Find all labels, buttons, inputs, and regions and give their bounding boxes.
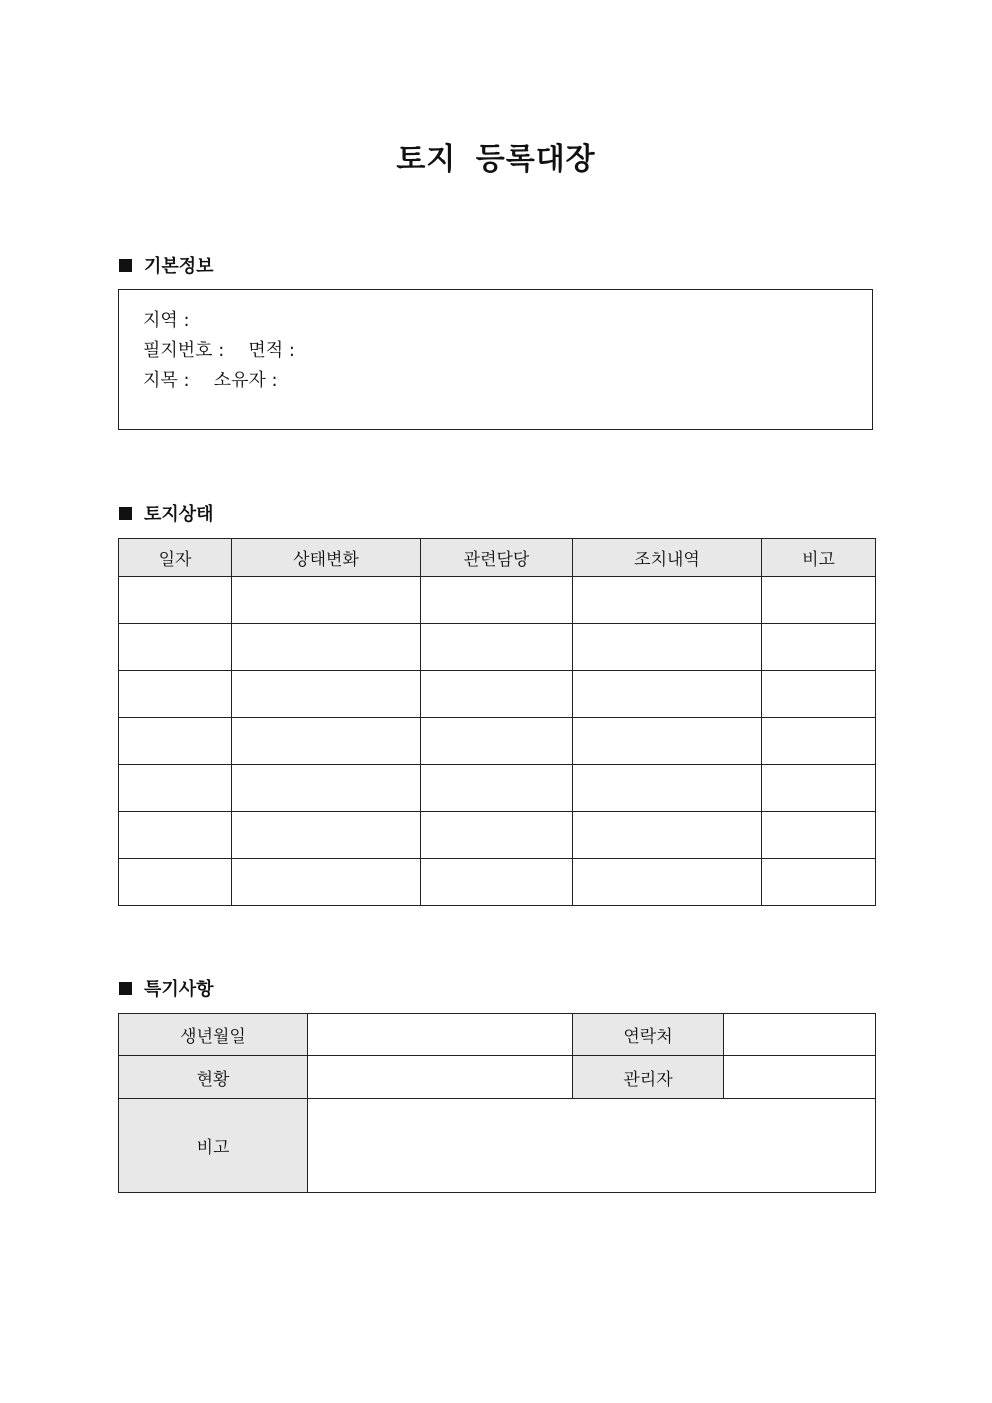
table-row (119, 1056, 876, 1099)
document-title: 토지 등록대장 (396, 142, 596, 177)
table-cell[interactable] (573, 718, 762, 765)
table-row (119, 624, 876, 671)
column-header-action: 조치내역 (573, 539, 762, 577)
table-cell[interactable] (762, 859, 876, 906)
contact-label: 연락처 (573, 1014, 724, 1056)
remarks-label: 비고 (119, 1099, 308, 1193)
table-cell[interactable] (232, 624, 421, 671)
column-header-date: 일자 (119, 539, 232, 577)
manager-label: 관리자 (573, 1056, 724, 1099)
table-row (119, 765, 876, 812)
column-header-status-change: 상태변화 (232, 539, 421, 577)
section-heading-land-status (119, 500, 214, 526)
section-heading-label: 특기사항 (144, 979, 214, 1000)
table-cell[interactable] (119, 577, 232, 624)
section-heading-label: 토지상태 (144, 504, 214, 525)
contact-field[interactable] (724, 1014, 876, 1056)
table-row (119, 859, 876, 906)
table-cell[interactable] (573, 859, 762, 906)
table-cell[interactable] (573, 812, 762, 859)
manager-field[interactable] (724, 1056, 876, 1099)
section-heading-basic-info (119, 252, 214, 278)
column-header-remarks: 비고 (762, 539, 876, 577)
birth-date-label: 생년월일 (119, 1014, 308, 1056)
table-cell[interactable] (232, 765, 421, 812)
remarks-field[interactable] (308, 1099, 876, 1193)
square-bullet-icon (119, 982, 132, 995)
table-cell[interactable] (421, 812, 573, 859)
table-cell[interactable] (762, 765, 876, 812)
table-cell[interactable] (762, 812, 876, 859)
region-line (143, 306, 872, 336)
table-cell[interactable] (119, 859, 232, 906)
birth-date-field[interactable] (308, 1014, 573, 1056)
table-cell[interactable] (421, 718, 573, 765)
table-cell[interactable] (232, 812, 421, 859)
region-label: 지역 : (143, 310, 190, 331)
table-cell[interactable] (421, 624, 573, 671)
land-category-label: 지목 : (143, 370, 190, 391)
status-label: 현황 (119, 1056, 308, 1099)
table-cell[interactable] (762, 718, 876, 765)
table-cell[interactable] (119, 671, 232, 718)
table-cell[interactable] (421, 859, 573, 906)
table-cell[interactable] (421, 577, 573, 624)
table-cell[interactable] (421, 671, 573, 718)
table-row (119, 671, 876, 718)
table-cell[interactable] (762, 577, 876, 624)
table-cell[interactable] (119, 812, 232, 859)
owner-label: 소유자 : (213, 370, 278, 391)
table-cell[interactable] (119, 624, 232, 671)
table-cell[interactable] (232, 859, 421, 906)
table-cell[interactable] (573, 624, 762, 671)
table-cell[interactable] (232, 718, 421, 765)
status-field[interactable] (308, 1056, 573, 1099)
table-cell[interactable] (762, 671, 876, 718)
table-cell[interactable] (573, 765, 762, 812)
lot-number-label: 필지번호 : (143, 340, 225, 361)
square-bullet-icon (119, 507, 132, 520)
basic-info-box (118, 289, 873, 430)
table-cell[interactable] (421, 765, 573, 812)
table-row (119, 577, 876, 624)
square-bullet-icon (119, 259, 132, 272)
category-owner-line (143, 366, 872, 396)
special-notes-table (118, 1013, 876, 1193)
lot-area-line (143, 336, 872, 366)
section-heading-label: 기본정보 (144, 256, 214, 277)
table-row (119, 1099, 876, 1193)
table-row (119, 718, 876, 765)
table-cell[interactable] (232, 671, 421, 718)
table-cell[interactable] (573, 671, 762, 718)
column-header-officer: 관련담당 (421, 539, 573, 577)
table-cell[interactable] (119, 718, 232, 765)
section-heading-special-notes (119, 975, 214, 1001)
table-cell[interactable] (232, 577, 421, 624)
table-row (119, 812, 876, 859)
table-cell[interactable] (119, 765, 232, 812)
land-status-table (118, 538, 876, 906)
table-row (119, 1014, 876, 1056)
table-header-row (119, 539, 876, 577)
area-label: 면적 : (248, 340, 295, 361)
table-cell[interactable] (762, 624, 876, 671)
table-cell[interactable] (573, 577, 762, 624)
